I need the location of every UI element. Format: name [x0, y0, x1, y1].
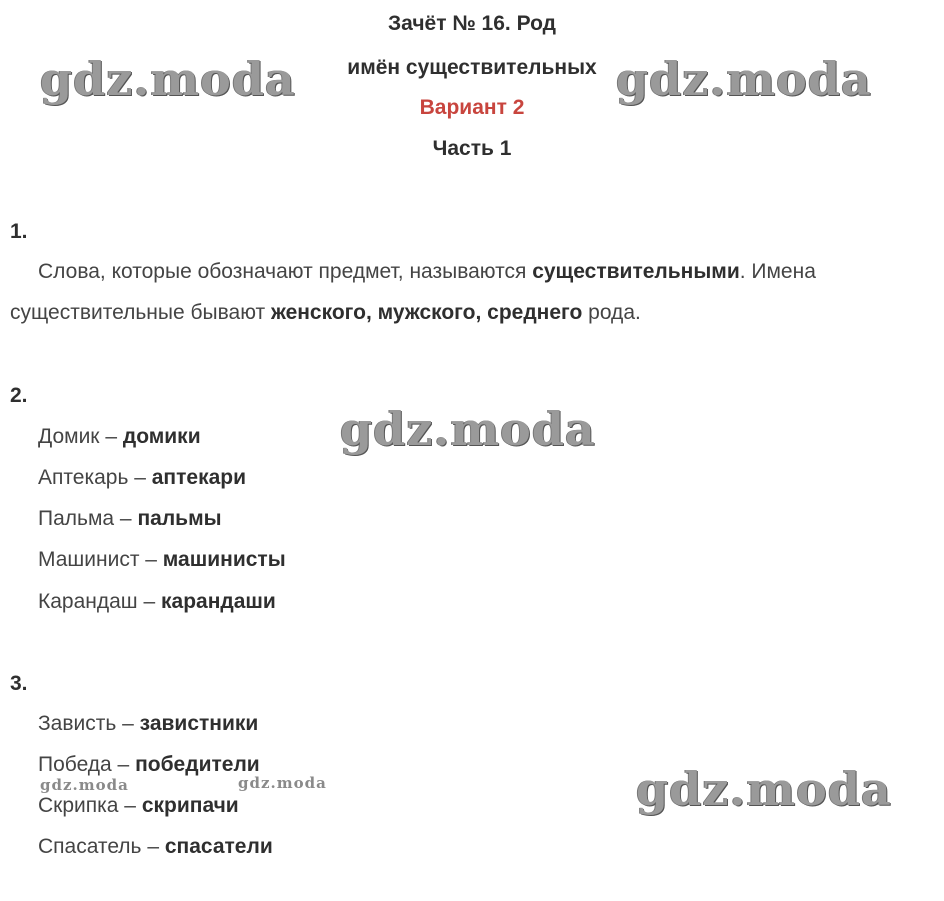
- task-number: 2.: [10, 384, 28, 407]
- answer: аптекари: [151, 466, 247, 489]
- dash: –: [128, 466, 152, 489]
- answer: скрипачи: [141, 794, 239, 817]
- word: Аптекарь: [38, 466, 129, 489]
- dash: –: [116, 712, 140, 735]
- text: Слова, которые обозначают предмет, называются: [38, 260, 533, 283]
- list-item: [38, 835, 273, 859]
- task1-line1: [38, 260, 816, 284]
- word: Победа: [38, 753, 112, 776]
- answer: домики: [122, 425, 201, 448]
- watermark-logo: gdz.moda: [40, 52, 296, 106]
- dash: –: [114, 507, 138, 530]
- watermark-logo: gdz.moda: [636, 762, 892, 816]
- list-item: [38, 466, 246, 490]
- list-item: [38, 507, 222, 531]
- task-number: 1.: [10, 220, 28, 243]
- list-item: [38, 425, 201, 449]
- list-item: [38, 753, 260, 777]
- watermark-logo: gdz.moda: [340, 402, 596, 456]
- text: . Имена: [739, 260, 816, 283]
- word: Пальма: [38, 507, 115, 530]
- word: Скрипка: [38, 794, 119, 817]
- answer: завистники: [139, 712, 259, 735]
- page-title: Зачёт № 16. Род: [388, 12, 556, 35]
- text: рода.: [582, 301, 641, 324]
- variant-label: Вариант 2: [419, 96, 525, 119]
- dash: –: [139, 548, 163, 571]
- answer: спасатели: [164, 835, 273, 858]
- answer: существительными: [532, 260, 740, 283]
- part-label: Часть 1: [432, 137, 512, 160]
- task1-line2: [10, 301, 641, 325]
- dash: –: [137, 590, 162, 613]
- answer: машинисты: [162, 548, 286, 571]
- dash: –: [99, 425, 123, 448]
- task-number: 3.: [10, 672, 28, 695]
- watermark-logo: gdz.moda: [616, 52, 872, 106]
- word: Зависть: [38, 712, 117, 735]
- watermark-logo: gdz.moda: [238, 774, 327, 792]
- page-subtitle: имён существительных: [347, 56, 597, 79]
- dash: –: [141, 835, 165, 858]
- word: Машинист: [38, 548, 140, 571]
- list-item: [38, 590, 276, 614]
- answer: карандаши: [161, 590, 276, 613]
- answer: женского, мужского, среднего: [270, 301, 583, 324]
- list-item: [38, 548, 286, 572]
- dash: –: [118, 794, 142, 817]
- word: Спасатель: [38, 835, 142, 858]
- list-item: [38, 712, 258, 736]
- list-item: [38, 794, 239, 818]
- answer: пальмы: [137, 507, 222, 530]
- word: Домик: [38, 425, 100, 448]
- text: существительные бывают: [10, 301, 271, 324]
- answer: победители: [135, 753, 260, 776]
- watermark-logo: gdz.moda: [40, 776, 129, 794]
- word: Карандаш: [38, 590, 138, 613]
- dash: –: [111, 753, 136, 776]
